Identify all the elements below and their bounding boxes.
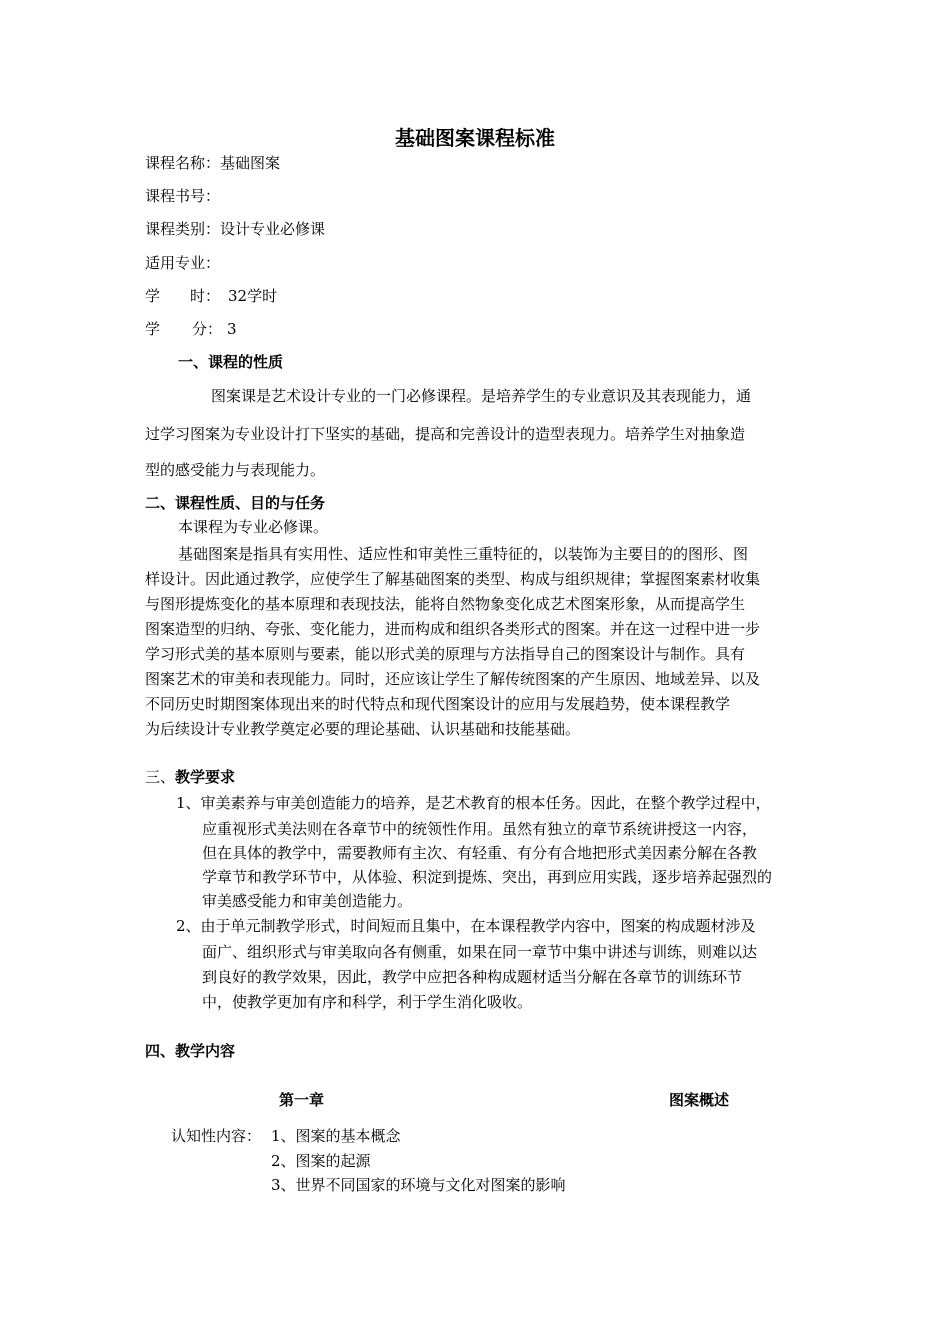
section-1-heading: 一、课程的性质 [178,353,284,371]
section-3-item-1-line-3: 但在具体的教学中，需要教师有主次、有轻重、有分有合地把形式美因素分解在各教 [202,844,758,862]
section-3-item-2-line-4: 中，使教学更加有序和科学，利于学生消化吸收。 [202,993,533,1011]
section-3-heading [145,767,235,787]
document-title: 基础图案课程标准 [395,126,555,150]
section-2-line-7: 不同历史时期图案体现出来的时代特点和现代图案设计的应用与发展趋势，使本课程教学 [145,695,731,713]
section-4-heading: 四、教学内容 [145,1042,236,1060]
section-1-line-1: 图案课是艺术设计专业的一门必修课程。是培养学生的专业意识及其表现能力，通 [211,387,752,405]
course-credits-label-2: 分： [192,320,223,338]
section-3-item-1-line-2: 应重视形式美法则在各章节中的统领性作用。虽然有独立的章节系统讲授这一内容， [202,820,758,838]
section-3-item-2-line-3: 到良好的教学效果，因此，教学中应把各种构成题材适当分解在各章节的训练环节 [202,968,743,986]
section-2-line-4: 图案造型的归纳、夸张、变化能力，进而构成和组织各类形式的图案。并在这一过程中进一步 [145,620,761,638]
section-2-intro: 本课程为专业必修课。 [178,518,329,536]
section-2-heading: 二、课程性质、目的与任务 [145,494,326,512]
section-3-heading-text: 教学要求 [175,768,236,786]
course-hours-row [145,286,278,306]
section-1-line-3: 型的感受能力与表现能力。 [145,461,326,479]
chapter-title: 图案概述 [669,1091,730,1109]
cognitive-item-3: 3、世界不同国家的环境与文化对图案的影响 [271,1176,566,1194]
section-2-line-6: 图案艺术的审美和表现能力。同时，还应该让学生了解传统图案的产生原因、地域差异、以及 [145,670,761,688]
section-2-line-3: 与图形提炼变化的基本原理和表现技法，能将自然物象变化成艺术图案形象，从而提高学生 [145,595,746,613]
cognitive-item-1: 1、图案的基本概念 [271,1127,401,1145]
section-2-line-5: 学习形式美的基本原则与要素，能以形式美的原理与方法指导自己的图案设计与制作。具有 [145,645,746,663]
section-2-line-2: 样设计。因此通过教学，应使学生了解基础图案的类型、构成与组织规律；掌握图案素材收集 [145,570,761,588]
section-2-line-1: 基础图案是指具有实用性、适应性和审美性三重特征的，以装饰为主要目的的图形、图 [178,545,749,563]
course-credits-label-1: 学 [145,320,161,338]
section-3-heading-prefix: 三、 [145,768,176,786]
cognitive-label: 认知性内容： [171,1127,262,1145]
section-3-item-1-line-1: 1、审美素养与审美创造能力的培养，是艺术教育的根本任务。因此，在整个教学过程中， [176,794,771,812]
course-major-label: 适用专业： [145,254,221,272]
course-hours-label-1: 学 [145,287,161,305]
course-category-row [145,219,325,239]
cognitive-item-2: 2、图案的起源 [271,1152,371,1170]
course-credits-row [145,319,237,339]
course-hours-value: 32学时 [228,287,278,305]
section-3-item-2-line-1: 2、由于单元制教学形式，时间短而且集中，在本课程教学内容中，图案的构成题材涉及 [176,917,756,935]
section-2-line-8: 为后续设计专业教学奠定必要的理论基础、认识基础和技能基础。 [145,720,581,738]
section-3-item-1-line-5: 审美感受能力和审美创造能力。 [202,892,413,910]
course-category-label: 课程类别： [145,220,221,238]
course-credits-value: 3 [227,320,237,338]
course-name-value: 基础图案 [220,154,281,172]
course-name-label: 课程名称： [145,154,221,172]
chapter-label: 第一章 [279,1091,325,1109]
section-3-item-1-line-4: 学章节和教学环节中，从体验、积淀到提炼、突出，再到应用实践，逐步培养起强烈的 [202,868,773,886]
course-category-value: 设计专业必修课 [220,220,326,238]
course-name-row [145,153,280,173]
section-1-line-2: 过学习图案为专业设计打下坚实的基础，提高和完善设计的造型表现力。培养学生对抽象造 [145,425,746,443]
section-3-item-2-line-2: 面广、组织形式与审美取向各有侧重，如果在同一章节中集中讲述与训练，则难以达 [202,943,758,961]
course-hours-label-2: 时： [190,287,221,305]
course-code-label: 课程书号： [145,187,221,205]
